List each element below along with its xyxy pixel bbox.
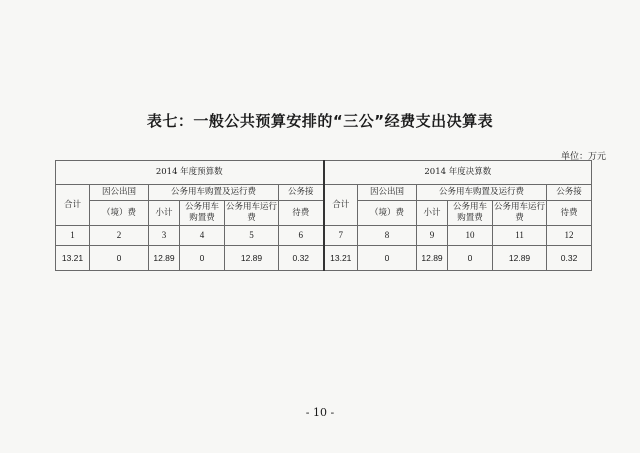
final-total-value: 13.21 (324, 246, 358, 271)
column-number: 12 (547, 226, 592, 246)
budget-section-header: 2014 年度预算数 (56, 161, 324, 185)
final-vehicle-header: 公务用车购置及运行费 (417, 185, 547, 201)
final-reception-header-bottom: 待费 (547, 201, 592, 226)
column-number: 9 (417, 226, 448, 246)
final-reception-value: 0.32 (547, 246, 592, 271)
page-title: 表七：一般公共预算安排的“三公”经费支出决算表 (146, 112, 494, 130)
column-number: 5 (225, 226, 279, 246)
final-vehicle-purchase-header: 公务用车购置费 (448, 201, 493, 226)
expenditure-table (55, 160, 592, 271)
budget-reception-header-top: 公务接 (279, 185, 324, 201)
budget-total-value: 13.21 (56, 246, 90, 271)
final-section-header: 2014 年度决算数 (324, 161, 592, 185)
column-number: 3 (149, 226, 180, 246)
final-vehicle-purchase-value: 0 (448, 246, 493, 271)
final-abroad-value: 0 (358, 246, 417, 271)
table-row (56, 246, 592, 271)
final-abroad-header-bottom: （境）费 (358, 201, 417, 226)
budget-subtotal-value: 12.89 (149, 246, 180, 271)
final-vehicle-operation-value: 12.89 (493, 246, 547, 271)
final-subtotal-value: 12.89 (417, 246, 448, 271)
budget-abroad-header-top: 因公出国 (90, 185, 149, 201)
budget-subtotal-header: 小计 (149, 201, 180, 226)
budget-vehicle-purchase-value: 0 (180, 246, 225, 271)
column-number: 2 (90, 226, 149, 246)
budget-reception-header-bottom: 待费 (279, 201, 324, 226)
budget-reception-value: 0.32 (279, 246, 324, 271)
final-total-header: 合计 (324, 185, 358, 226)
column-number: 10 (448, 226, 493, 246)
budget-abroad-header-bottom: （境）费 (90, 201, 149, 226)
budget-vehicle-operation-header: 公务用车运行费 (225, 201, 279, 226)
budget-vehicle-operation-value: 12.89 (225, 246, 279, 271)
column-number: 11 (493, 226, 547, 246)
column-number: 1 (56, 226, 90, 246)
budget-vehicle-purchase-header: 公务用车购置费 (180, 201, 225, 226)
final-abroad-header-top: 因公出国 (358, 185, 417, 201)
final-subtotal-header: 小计 (417, 201, 448, 226)
budget-abroad-value: 0 (90, 246, 149, 271)
page-number: - 10 - (305, 406, 335, 419)
budget-vehicle-header: 公务用车购置及运行费 (149, 185, 279, 201)
column-number: 7 (324, 226, 358, 246)
column-number: 8 (358, 226, 417, 246)
unit-label: 单位：万元 (560, 152, 606, 162)
budget-total-header: 合计 (56, 185, 90, 226)
final-vehicle-operation-header: 公务用车运行费 (493, 201, 547, 226)
column-number: 4 (180, 226, 225, 246)
column-number: 6 (279, 226, 324, 246)
final-reception-header-top: 公务接 (547, 185, 592, 201)
